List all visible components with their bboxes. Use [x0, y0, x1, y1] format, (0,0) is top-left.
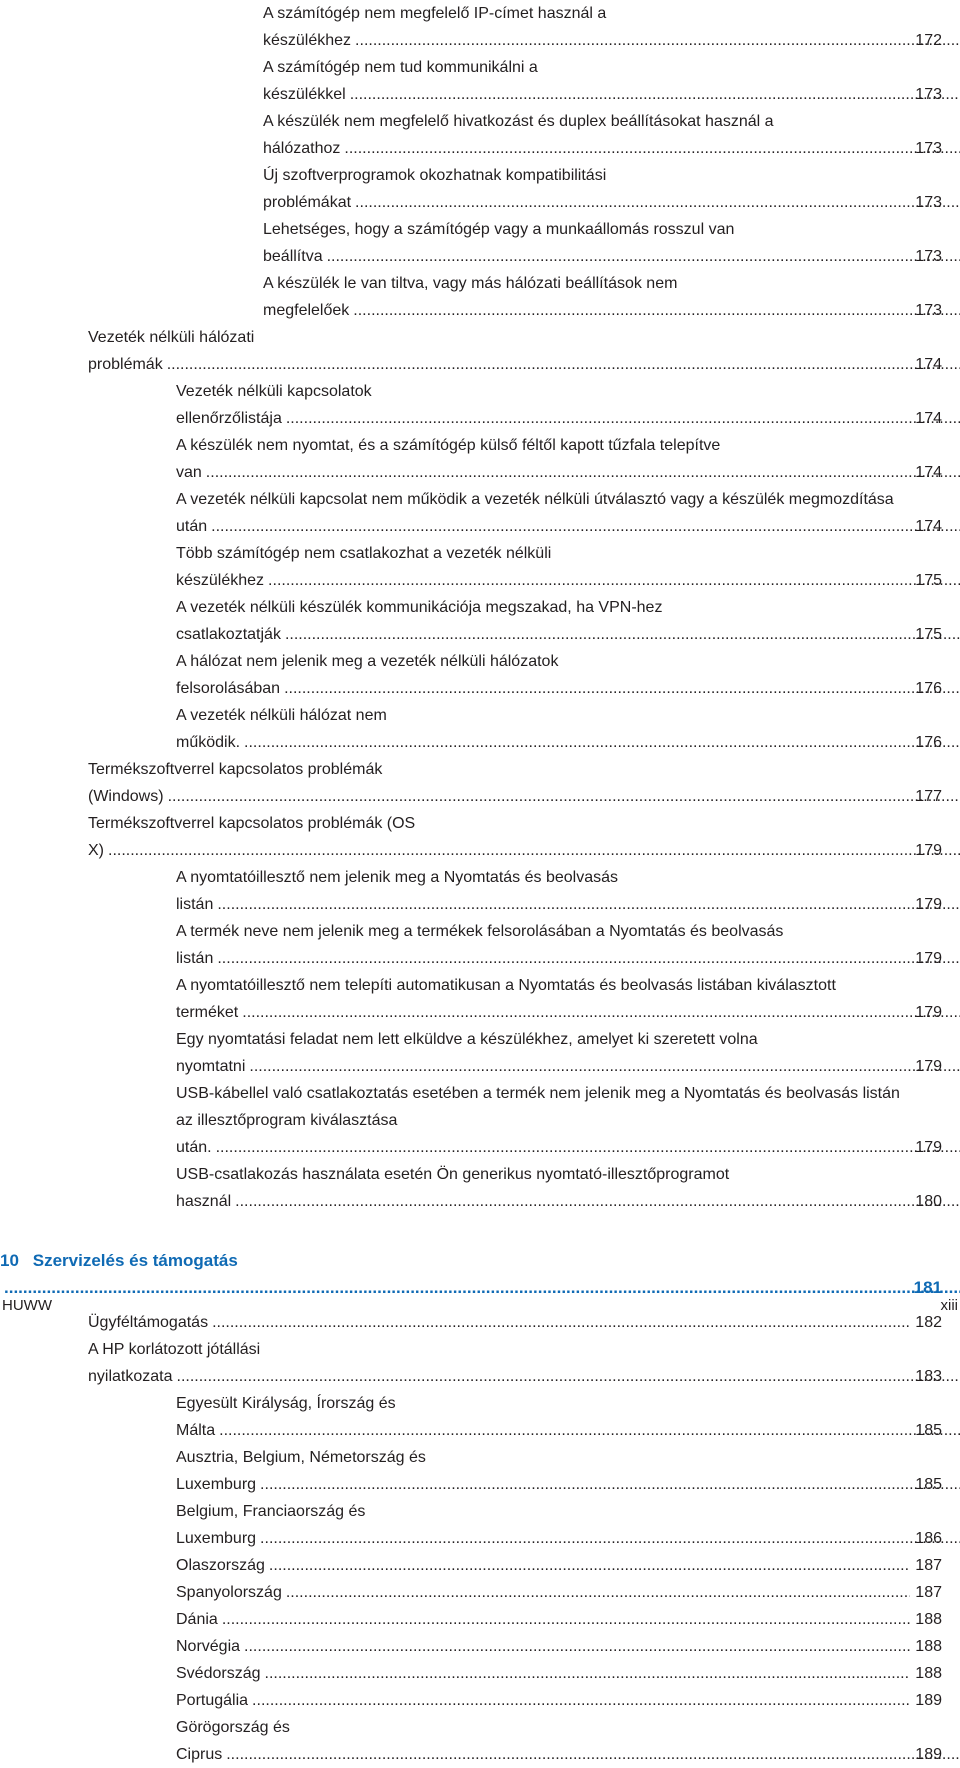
toc-entry-title: A termék neve nem jelenik meg a termékek felsorolásában a Nyomtatás és beolvasás listán	[176, 923, 783, 967]
leader-dots	[344, 140, 960, 157]
leader-dots	[286, 410, 960, 427]
toc-entry-page-number: 179	[914, 1134, 942, 1161]
toc-entry-page-number: 188	[914, 1660, 942, 1687]
toc-entry-page-number: 174	[914, 459, 942, 486]
toc-entry-title: Termékszoftverrel kapcsolatos problémák (Windows)	[88, 761, 382, 805]
toc-entry-title: A hálózat nem jelenik meg a vezeték nélküli hálózatok felsorolásában	[176, 653, 558, 697]
toc-entry[interactable]	[0, 864, 960, 918]
toc-entry-title: A vezeték nélküli készülék kommunikációja megszakad, ha VPN-hez csatlakoztatják	[176, 599, 662, 643]
toc-entry-title: A számítógép nem tud kommunikálni a készülékkel	[263, 59, 538, 103]
toc-entry[interactable]	[0, 162, 960, 216]
toc-entry[interactable]	[0, 540, 960, 594]
toc-entry-page-number: 183	[914, 1363, 942, 1390]
leader-dots	[242, 1004, 960, 1021]
toc-entry[interactable]	[0, 810, 960, 864]
leader-dots	[355, 194, 960, 211]
leader-dots	[353, 302, 960, 319]
toc-entry-title: Svédország	[176, 1660, 261, 1687]
toc-entry-page-number: 173	[914, 81, 942, 108]
toc-entry-page-number: 179	[914, 999, 942, 1026]
toc-entry-title: Egyesült Királyság, Írország és Málta	[176, 1395, 396, 1439]
leader-dots	[4, 1278, 960, 1297]
toc-entry-page-number: 185	[914, 1471, 942, 1498]
toc-entry-page-number: 182	[914, 1309, 942, 1336]
toc-entry-page-number: 173	[914, 243, 942, 270]
toc-entry-title: Új szoftverprogramok okozhatnak kompatibilitási problémákat	[263, 167, 606, 211]
footer-left: HUWW	[2, 1297, 52, 1314]
leader-dots	[327, 248, 960, 265]
leader-dots	[260, 1476, 960, 1493]
leader-dots	[285, 626, 960, 643]
toc-entry-title: USB-kábellel való csatlakoztatás esetében a termék nem jelenik meg a Nyomtatás és beolvasás listán az illesztőprogram kiválasztása után.	[176, 1085, 900, 1156]
toc-entry-page-number: 174	[914, 405, 942, 432]
toc-entry[interactable]	[0, 1687, 960, 1714]
chapter-page-number: 181	[914, 1274, 942, 1301]
leader-dots	[265, 1660, 911, 1687]
leader-dots	[206, 464, 960, 481]
toc-entry[interactable]	[0, 378, 960, 432]
toc-entry[interactable]	[0, 756, 960, 810]
toc-entry-title: A vezeték nélküli hálózat nem működik.	[176, 707, 387, 751]
leader-dots	[217, 896, 960, 913]
toc-entry-title: Norvégia	[176, 1633, 240, 1660]
toc-entry-page-number: 187	[914, 1552, 942, 1579]
toc-entry[interactable]	[0, 918, 960, 972]
toc-entry-title: Dánia	[176, 1606, 218, 1633]
leader-dots	[284, 680, 960, 697]
leader-dots	[177, 1368, 960, 1385]
leader-dots	[244, 734, 960, 751]
toc-entry[interactable]	[0, 432, 960, 486]
leader-dots	[216, 1139, 960, 1156]
toc-entry-page-number: 175	[914, 567, 942, 594]
leader-dots	[268, 572, 960, 589]
toc-entry[interactable]	[0, 1498, 960, 1552]
leader-dots	[244, 1633, 910, 1660]
toc-entry-title: Ügyféltámogatás	[88, 1309, 208, 1336]
leader-dots	[252, 1687, 910, 1714]
toc-entry-page-number: 172	[914, 27, 942, 54]
toc-entry-title: USB-csatlakozás használata esetén Ön generikus nyomtató-illesztőprogramot használ	[176, 1166, 729, 1210]
chapter-title: Szervizelés és támogatás	[33, 1251, 238, 1270]
toc-entry[interactable]	[0, 324, 960, 378]
toc-entry[interactable]	[0, 1660, 960, 1687]
toc-entry-page-number: 173	[914, 189, 942, 216]
toc-entry[interactable]	[0, 1714, 960, 1768]
toc-entry-title: Belgium, Franciaország és Luxemburg	[176, 1503, 365, 1547]
toc-entry-page-number: 189	[914, 1687, 942, 1714]
toc-entry-page-number: 174	[914, 351, 942, 378]
footer-page-number: xiii	[941, 1297, 959, 1314]
toc-entry-title: A nyomtatóillesztő nem telepíti automatikusan a Nyomtatás és beolvasás listában kiválasztott terméket	[176, 977, 836, 1021]
toc-entry[interactable]	[0, 1080, 960, 1161]
toc-entry-page-number: 173	[914, 297, 942, 324]
toc-entry-page-number: 176	[914, 675, 942, 702]
toc-entry[interactable]	[0, 270, 960, 324]
toc-entry-page-number: 179	[914, 891, 942, 918]
toc-entry[interactable]	[0, 216, 960, 270]
toc-entry-title: Lehetséges, hogy a számítógép vagy a munkaállomás rosszul van beállítva	[263, 221, 734, 265]
toc-entry-title: A HP korlátozott jótállási nyilatkozata	[88, 1341, 260, 1385]
toc-entry-page-number: 173	[914, 135, 942, 162]
toc-entry-page-number: 179	[914, 945, 942, 972]
toc-section-bottom	[0, 1309, 960, 1768]
toc-entry-page-number: 177	[914, 783, 942, 810]
toc-entry[interactable]	[0, 1026, 960, 1080]
toc-entry-title: Görögország és Ciprus	[176, 1719, 290, 1763]
toc-entry-page-number: 189	[914, 1741, 942, 1768]
toc-entry[interactable]	[0, 1552, 960, 1579]
toc-chapter-10[interactable]	[0, 1247, 960, 1301]
toc-entry-page-number: 179	[914, 837, 942, 864]
toc-entry-title: Több számítógép nem csatlakozhat a vezeték nélküli készülékhez	[176, 545, 551, 589]
toc-entry[interactable]	[0, 1161, 960, 1215]
toc-entry[interactable]	[0, 1390, 960, 1444]
toc-entry-page-number: 187	[914, 1579, 942, 1606]
toc-entry[interactable]	[0, 1444, 960, 1498]
leader-dots	[219, 1422, 960, 1439]
leader-dots	[260, 1530, 960, 1547]
leader-dots	[167, 356, 960, 373]
toc-entry[interactable]	[0, 486, 960, 540]
toc-entry-title: Egy nyomtatási feladat nem lett elküldve a készülékhez, amelyet ki szeretett volna nyomtatni	[176, 1031, 758, 1075]
toc-entry-title: Olaszország	[176, 1552, 265, 1579]
toc-entry-page-number: 176	[914, 729, 942, 756]
leader-dots	[269, 1552, 910, 1579]
toc-entry[interactable]	[0, 972, 960, 1026]
leader-dots	[249, 1058, 960, 1075]
toc-entry[interactable]	[0, 1336, 960, 1390]
toc-entry-title: Ausztria, Belgium, Németország és Luxemburg	[176, 1449, 426, 1493]
toc-entry-title: A készülék nem megfelelő hivatkozást és duplex beállításokat használ a hálózathoz	[263, 113, 774, 157]
leader-dots	[226, 1746, 960, 1763]
toc-entry[interactable]	[0, 108, 960, 162]
toc-entry-page-number: 186	[914, 1525, 942, 1552]
toc-entry-title: Vezeték nélküli kapcsolatok ellenőrzőlistája	[176, 383, 372, 427]
toc-entry[interactable]	[0, 0, 960, 54]
leader-dots	[355, 32, 960, 49]
toc-entry-title: Termékszoftverrel kapcsolatos problémák (OS X)	[88, 815, 415, 859]
leader-dots	[286, 1579, 910, 1606]
toc-entry[interactable]	[0, 594, 960, 648]
page-footer	[0, 1297, 960, 1314]
toc-entry[interactable]	[0, 648, 960, 702]
leader-dots	[168, 788, 960, 805]
toc-entry[interactable]	[0, 1633, 960, 1660]
toc-entry[interactable]	[0, 54, 960, 108]
toc-entry-page-number: 185	[914, 1417, 942, 1444]
toc-entry-title: Portugália	[176, 1687, 248, 1714]
toc-entry-page-number: 175	[914, 621, 942, 648]
toc-entry-title: Spanyolország	[176, 1579, 282, 1606]
toc-entry-page-number: 180	[914, 1188, 942, 1215]
toc-entry[interactable]	[0, 1579, 960, 1606]
toc-entry-title: A számítógép nem megfelelő IP-címet használ a készülékhez	[263, 5, 606, 49]
chapter-number: 10	[0, 1247, 28, 1274]
leader-dots	[217, 950, 960, 967]
toc-entry[interactable]	[0, 1606, 960, 1633]
leader-dots	[235, 1193, 960, 1210]
toc-entry-page-number: 188	[914, 1606, 942, 1633]
leader-dots	[211, 518, 960, 535]
toc-entry-title: A készülék le van tiltva, vagy más hálózati beállítások nem megfelelőek	[263, 275, 677, 319]
leader-dots	[222, 1606, 910, 1633]
toc-entry-page-number: 174	[914, 513, 942, 540]
toc-entry-title: Vezeték nélküli hálózati problémák	[88, 329, 254, 373]
leader-dots	[350, 86, 960, 103]
toc-entry[interactable]	[0, 702, 960, 756]
toc-entry-title: A nyomtatóillesztő nem jelenik meg a Nyomtatás és beolvasás listán	[176, 869, 618, 913]
toc-entry-page-number: 179	[914, 1053, 942, 1080]
toc-entry-page-number: 188	[914, 1633, 942, 1660]
toc-entry-title: A vezeték nélküli kapcsolat nem működik a vezeték nélküli útválasztó vagy a készülék megmozdítása után	[176, 491, 894, 535]
toc-entry-title: A készülék nem nyomtat, és a számítógép külső féltől kapott tűzfala telepítve van	[176, 437, 720, 481]
leader-dots	[108, 842, 960, 859]
